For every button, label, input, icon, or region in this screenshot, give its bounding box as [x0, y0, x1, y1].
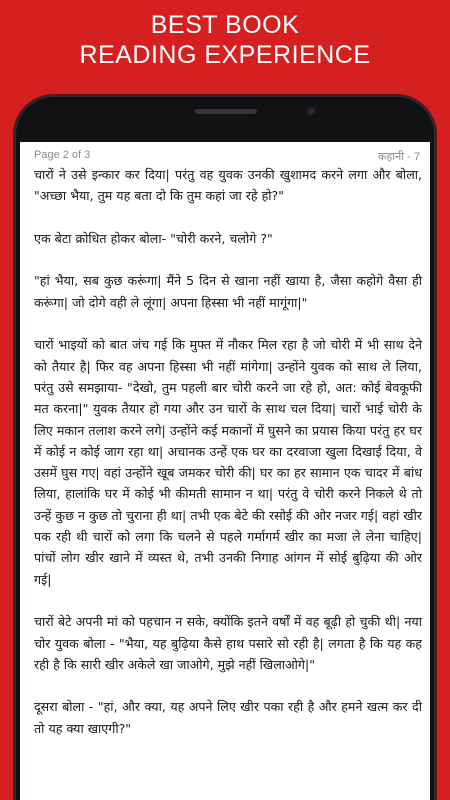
phone-camera: [306, 106, 316, 116]
page-indicator: Page 2 of 3: [34, 149, 91, 161]
chapter-indicator: कहानी - 7: [378, 151, 420, 163]
phone-speaker: [195, 109, 257, 114]
story-paragraph: एक बेटा क्रोधित होकर बोला- "चोरी करने, चलोगे ?": [34, 230, 273, 246]
story-text: [34, 164, 422, 760]
story-paragraph: दूसरा बोला - "हां, और क्या, यह अपने लिए खीर पका रही है और हमने खत्म कर दी तो यह क्या खाएगी?": [34, 699, 422, 736]
story-paragraph: "हां भैया, सब कुछ करूंगा| मैंने 5 दिन से खाना नहीं खाया है, जैसा कहोगे वैसा ही करूंगा| जो दोगे वही ले लूंगा| अपना हिस्सा भी नहीं मागूंगा|": [34, 273, 422, 310]
story-paragraph: चारों भाइयों को बात जंच गई कि मुफ्त में नौकर मिल रहा है जो चोरी में भी साथ देने को तैयार है| फिर वह अपना हिस्सा भी नहीं मांगेगा| उन्होंने युवक को साथ ले लिया, परंतु उसे समझाया- "देखो, तुम पहली बार चोरी करने जा रहे हो, अत: कोई बेवकूफी मत करना|" युवक तैयार हो गया और उन चारों के साथ चल दिया| चारों भाई चोरी के लिए मकान तलाश करने लगे| उन्होंने कई मकानों में घुसने का प्रयास किया परंतु हर घर में कोई न कोई जाग रहा था| अचानक उन्हें एक घर का दरवाजा खुला दिखाई दिया, वे उसमें घुस गए| वहां उन्होंने खूब जमकर चोरी की| घर का हर सामान एक चादर में बांध लिया, हालांकि घर में कोई भी कीमती सामान न था| परंतु वे चोरी करने निकले थे तो उन्हें कुछ न कुछ तो चुराना ही था| तभी एक बेटे की रसोई की ओर नजर गई| वहां खीर पक रही थी चारों को लगा कि चलने से पहले गर्मागर्म खीर का मजा ले लेना चाहिए| पांचों लोग खीर खाने में व्यस्त थे, तभी उनकी निगाह आंगन में सोई बुढ़िया की ओर गई|: [34, 337, 422, 587]
promo-headline-line-1: BEST BOOK: [150, 11, 300, 39]
promo-headline: [0, 10, 450, 70]
story-paragraph: चारों ने उसे इन्कार कर दिया| परंतु वह युवक उनकी खुशामद करने लगा और बोला, "अच्छा भैया, तुम यह बता दो कि तुम कहां जा रहे हो?": [34, 167, 422, 204]
story-paragraph: चारों बेटे अपनी मां को पहचान न सके, क्योंकि इतने वर्षों में वह बूढ़ी हो चुकी थी| नया चोर युवक बोला - "भैया, यह बुढ़िया कैसे हाथ पसारे सो रही है| लगता है कि यह कह रही है कि सारी खीर अकेले खा जाओगे, मुझे नहीं खिलाओगे|": [34, 614, 422, 672]
promo-headline-line-2: READING EXPERIENCE: [79, 41, 371, 69]
reader-screen[interactable]: [20, 142, 430, 800]
